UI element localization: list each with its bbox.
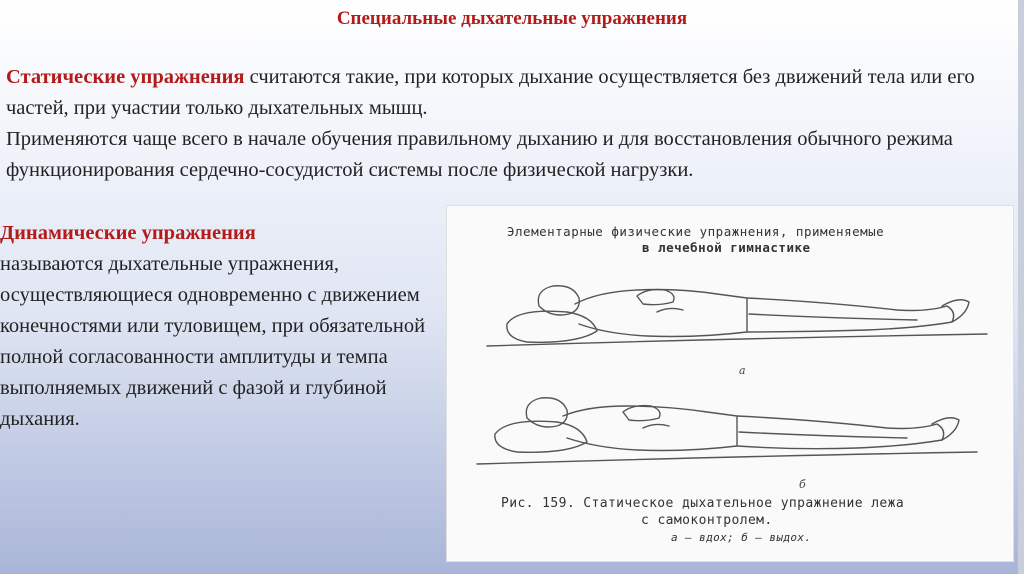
static-exercises-usage: Применяются чаще всего в начале обучения правильному дыханию и для восстановления обычного режима функционирования сердечно-сосудистой системы после физической нагрузки. [6,128,953,181]
figure-a-inhale [487,286,987,346]
figure-b-label: б [799,478,806,491]
dynamic-exercises-paragraph [0,218,440,435]
figure-b-exhale [477,398,977,464]
dynamic-exercises-heading: Динамические упражнения [0,222,256,244]
static-exercises-paragraph [6,62,1011,186]
figure-top-caption-line1: Элементарные физические упражнения, применяемые [507,224,885,239]
figure-a-label: а [739,364,746,377]
right-edge-bar [1018,0,1024,574]
figure-bottom-caption-line1: Рис. 159. Статическое дыхательное упражнение лежа [501,496,905,511]
static-exercises-definition: считаются такие, при которых дыхание осуществляется без движений тела или его частей, при участии только дыхательных мышц. [6,66,975,119]
figure-bottom-caption-line2: с самоконтролем. [641,513,773,528]
figure-top-caption-line2: в лечебной гимнастике [642,240,811,255]
exercise-figure [446,205,1014,562]
static-exercises-heading: Статические упражнения [6,66,245,88]
dynamic-exercises-definition: называются дыхательные упражнения, осуществляющиеся одновременно с движением конечностями или туловищем, при обязательной полной согласованности амплитуды и темпа выполняемых движений с фазой и глубиной дыхания. [0,253,426,430]
figure-bottom-caption [501,495,1006,546]
slide-title: Специальные дыхательные упражнения [336,8,688,29]
figure-bottom-caption-line3: а — вдох; б — выдох. [671,531,812,544]
